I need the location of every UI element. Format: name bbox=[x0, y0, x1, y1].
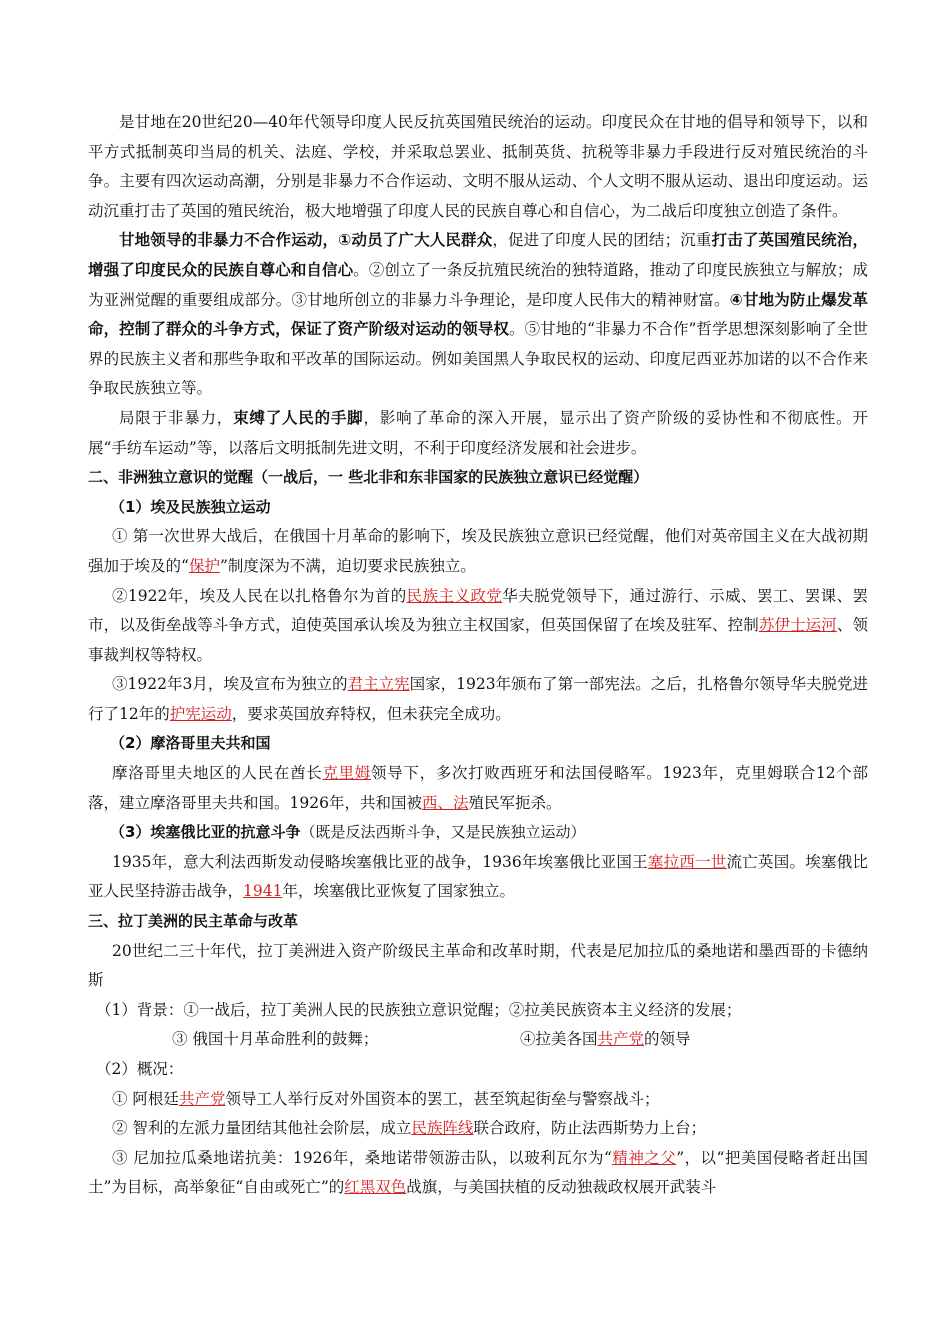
egypt-point-1 bbox=[88, 522, 868, 581]
key-term: 红黑双色 bbox=[344, 1178, 407, 1197]
text: ”，以“把美国侵略者赶出国土”为目标，高举象征“自由或死亡”的 bbox=[88, 1148, 868, 1197]
text: 摩洛哥里夫地区的人民在酋长 bbox=[112, 764, 323, 783]
text: 殖民军扼杀。 bbox=[468, 793, 562, 812]
key-term: 共产党 bbox=[178, 1089, 226, 1108]
text: 局限于非暴力， bbox=[119, 408, 234, 427]
morocco-paragraph bbox=[88, 759, 868, 818]
key-term: 1941 bbox=[243, 882, 283, 901]
bold-text: ④甘地为防止爆发革命，控制了群众的斗争方式，保证了资产阶级对运动的领导权 bbox=[88, 290, 868, 339]
text: ④拉美各国 bbox=[520, 1030, 598, 1049]
text: 。②创立了一条反抗殖民统治的独特道路，推动了印度民族独立与解放；成为亚洲觉醒的重要组成部分。③甘地所创立的非暴力斗争理论，是印度人民伟大的精神财富。 bbox=[88, 260, 868, 309]
overview-point-2 bbox=[88, 1114, 868, 1144]
document-page bbox=[88, 108, 868, 1203]
text: 国家，1923年颁布了第一部宪法。之后，扎格鲁尔领导华夫脱党进行了12年的 bbox=[88, 675, 869, 723]
gandhi-movement-definition: 是甘地在20世纪20—40年代领导印度人民反抗英国殖民统治的运动。印度民众在甘地的倡导和领导下，以和平方式抵制英印当局的机关、法庭、学校，并采取总罢业、抵制英货、抗税等非暴力手段进行反对殖民统治的斗争。主要有四次运动高潮，分别是非暴力不合作运动、文明不服从运动、个人文明不服从运动、退出印度运动。运动沉重打击了英国的殖民统治，极大地增强了印度人民的民族自尊心和自信心，为二战后印度独立创造了条件。 bbox=[88, 113, 868, 220]
text: ③ 俄国十月革命胜利的鼓舞； bbox=[172, 1030, 379, 1049]
key-term: 共产党 bbox=[597, 1030, 645, 1049]
text: 战旗，与美国扶植的反动独裁政权展开武装斗 bbox=[406, 1178, 717, 1197]
overview-title: （2）概况： bbox=[96, 1060, 184, 1078]
background-line-1: （1）背景：①一战后，拉丁美洲人民的民族独立意识觉醒；②拉美民族资本主义经济的发展； bbox=[96, 1000, 742, 1019]
section-heading-latin-america: 三、拉丁美洲的民主革命与改革 bbox=[88, 912, 299, 931]
overview-point-3 bbox=[88, 1144, 868, 1203]
text: ② 智利的左派力量团结其他社会阶层，成立 bbox=[112, 1119, 412, 1138]
background-point-4 bbox=[520, 1025, 691, 1055]
text: 1935年，意大利法西斯发动侵略埃塞俄比亚的战争，1936年埃塞俄比亚国王 bbox=[112, 852, 648, 871]
text: ③ 尼加拉瓜桑地诺抗美：1926年，桑地诺带领游击队，以玻利瓦尔为“ bbox=[112, 1148, 612, 1167]
text: 、领事裁判权等特权。 bbox=[88, 616, 868, 664]
key-term: 克里姆 bbox=[322, 764, 372, 783]
subheading-morocco: （2）摩洛哥里夫共和国 bbox=[110, 734, 271, 753]
text: 。⑤甘地的“非暴力不合作”哲学思想深刻影响了全世界的民族主义者和那些争取和平改革的国际运动。例如美国黑人争取民权的运动、印度尼西亚苏加诺的以不合作来争取民族独立等。 bbox=[88, 320, 868, 398]
bold-text: 甘地领导的非暴力不合作运动，①动员了广大人民群众 bbox=[119, 231, 493, 250]
egypt-point-3 bbox=[88, 670, 868, 729]
text: ，影响了革命的深入开展，显示出了资产阶级的妥协性和不彻底性。开展“手纺车运动”等，以落后文明抵制先进文明，不利于印度经济发展和社会进步。 bbox=[88, 408, 868, 457]
text: ③1922年3月，埃及宣布为独立的 bbox=[112, 675, 348, 694]
text: 流亡英国。埃塞俄比亚人民坚持游击战争， bbox=[88, 852, 868, 901]
section-heading-africa: 二、非洲独立意识的觉醒（一战后，一 些北非和东非国家的民族独立意识已经觉醒） bbox=[88, 468, 649, 487]
key-term: 民族阵线 bbox=[411, 1119, 474, 1138]
text: ”制度深为不满，迫切要求民族独立。 bbox=[219, 556, 476, 575]
bold-text: 束缚了人民的手脚 bbox=[233, 408, 364, 427]
key-term: 苏伊士运河 bbox=[758, 616, 837, 635]
key-term: 塞拉西一世 bbox=[647, 852, 727, 871]
key-term: 护宪运动 bbox=[169, 704, 232, 723]
text: ，要求英国放弃特权，但未获完全成功。 bbox=[231, 704, 511, 723]
overview-point-1 bbox=[88, 1085, 868, 1115]
text: ① 第一次世界大战后，在俄国十月革命的影响下，埃及民族独立意识已经觉醒，他们对英帝国主义在大战初期强加于埃及的“ bbox=[88, 527, 868, 575]
key-term: 君主立宪 bbox=[347, 675, 410, 694]
text: ②1922年，埃及人民在以扎格鲁尔为首的 bbox=[112, 586, 407, 605]
subheading-egypt: （1）埃及民族独立运动 bbox=[110, 497, 271, 516]
subheading-ethiopia bbox=[88, 818, 868, 848]
gandhi-movement-limitations bbox=[88, 404, 868, 463]
egypt-point-2 bbox=[88, 582, 868, 671]
note-text: （既是反法西斯斗争，又是民族独立运动） bbox=[300, 823, 586, 842]
latin-america-intro: 20世纪二三十年代，拉丁美洲进入资产阶级民主革命和改革时期，代表是尼加拉瓜的桑地诺和墨西哥的卡德纳斯 bbox=[88, 941, 868, 990]
text: ① 阿根廷 bbox=[112, 1089, 179, 1108]
text: 领导工人举行反对外国资本的罢工，甚至筑起街垒与警察战斗； bbox=[225, 1089, 660, 1108]
text: （3）埃塞俄比亚的抗意斗争 bbox=[110, 823, 301, 842]
key-term: 保护 bbox=[188, 556, 220, 575]
key-term: 民族主义政党 bbox=[406, 586, 503, 605]
bold-text: 打击了英国殖民统治，增强了印度民众的民族自尊心和自信心 bbox=[88, 231, 868, 279]
text: ，促进了印度人民的团结；沉重 bbox=[492, 231, 712, 250]
text: 年，埃塞俄比亚恢复了国家独立。 bbox=[282, 882, 515, 901]
text: 华夫脱党领导下，通过游行、示威、罢工、罢课、罢市，以及街垒战等斗争方式，迫使英国承认埃及为独立主权国家，但英国保留了在埃及驻军、控制 bbox=[88, 586, 868, 635]
key-term: 精神之父 bbox=[611, 1148, 677, 1167]
text: 领导下，多次打败西班牙和法国侵略军。1923年，克里姆联合12个部落，建立摩洛哥里夫共和国。1926年，共和国被 bbox=[88, 764, 868, 812]
key-term: 西、法 bbox=[421, 793, 469, 812]
ethiopia-paragraph bbox=[88, 848, 868, 907]
gandhi-movement-significance bbox=[88, 226, 868, 404]
text: 联合政府，防止法西斯势力上台； bbox=[473, 1119, 706, 1138]
text: 的领导 bbox=[644, 1030, 691, 1049]
background-line-2 bbox=[88, 1025, 868, 1055]
